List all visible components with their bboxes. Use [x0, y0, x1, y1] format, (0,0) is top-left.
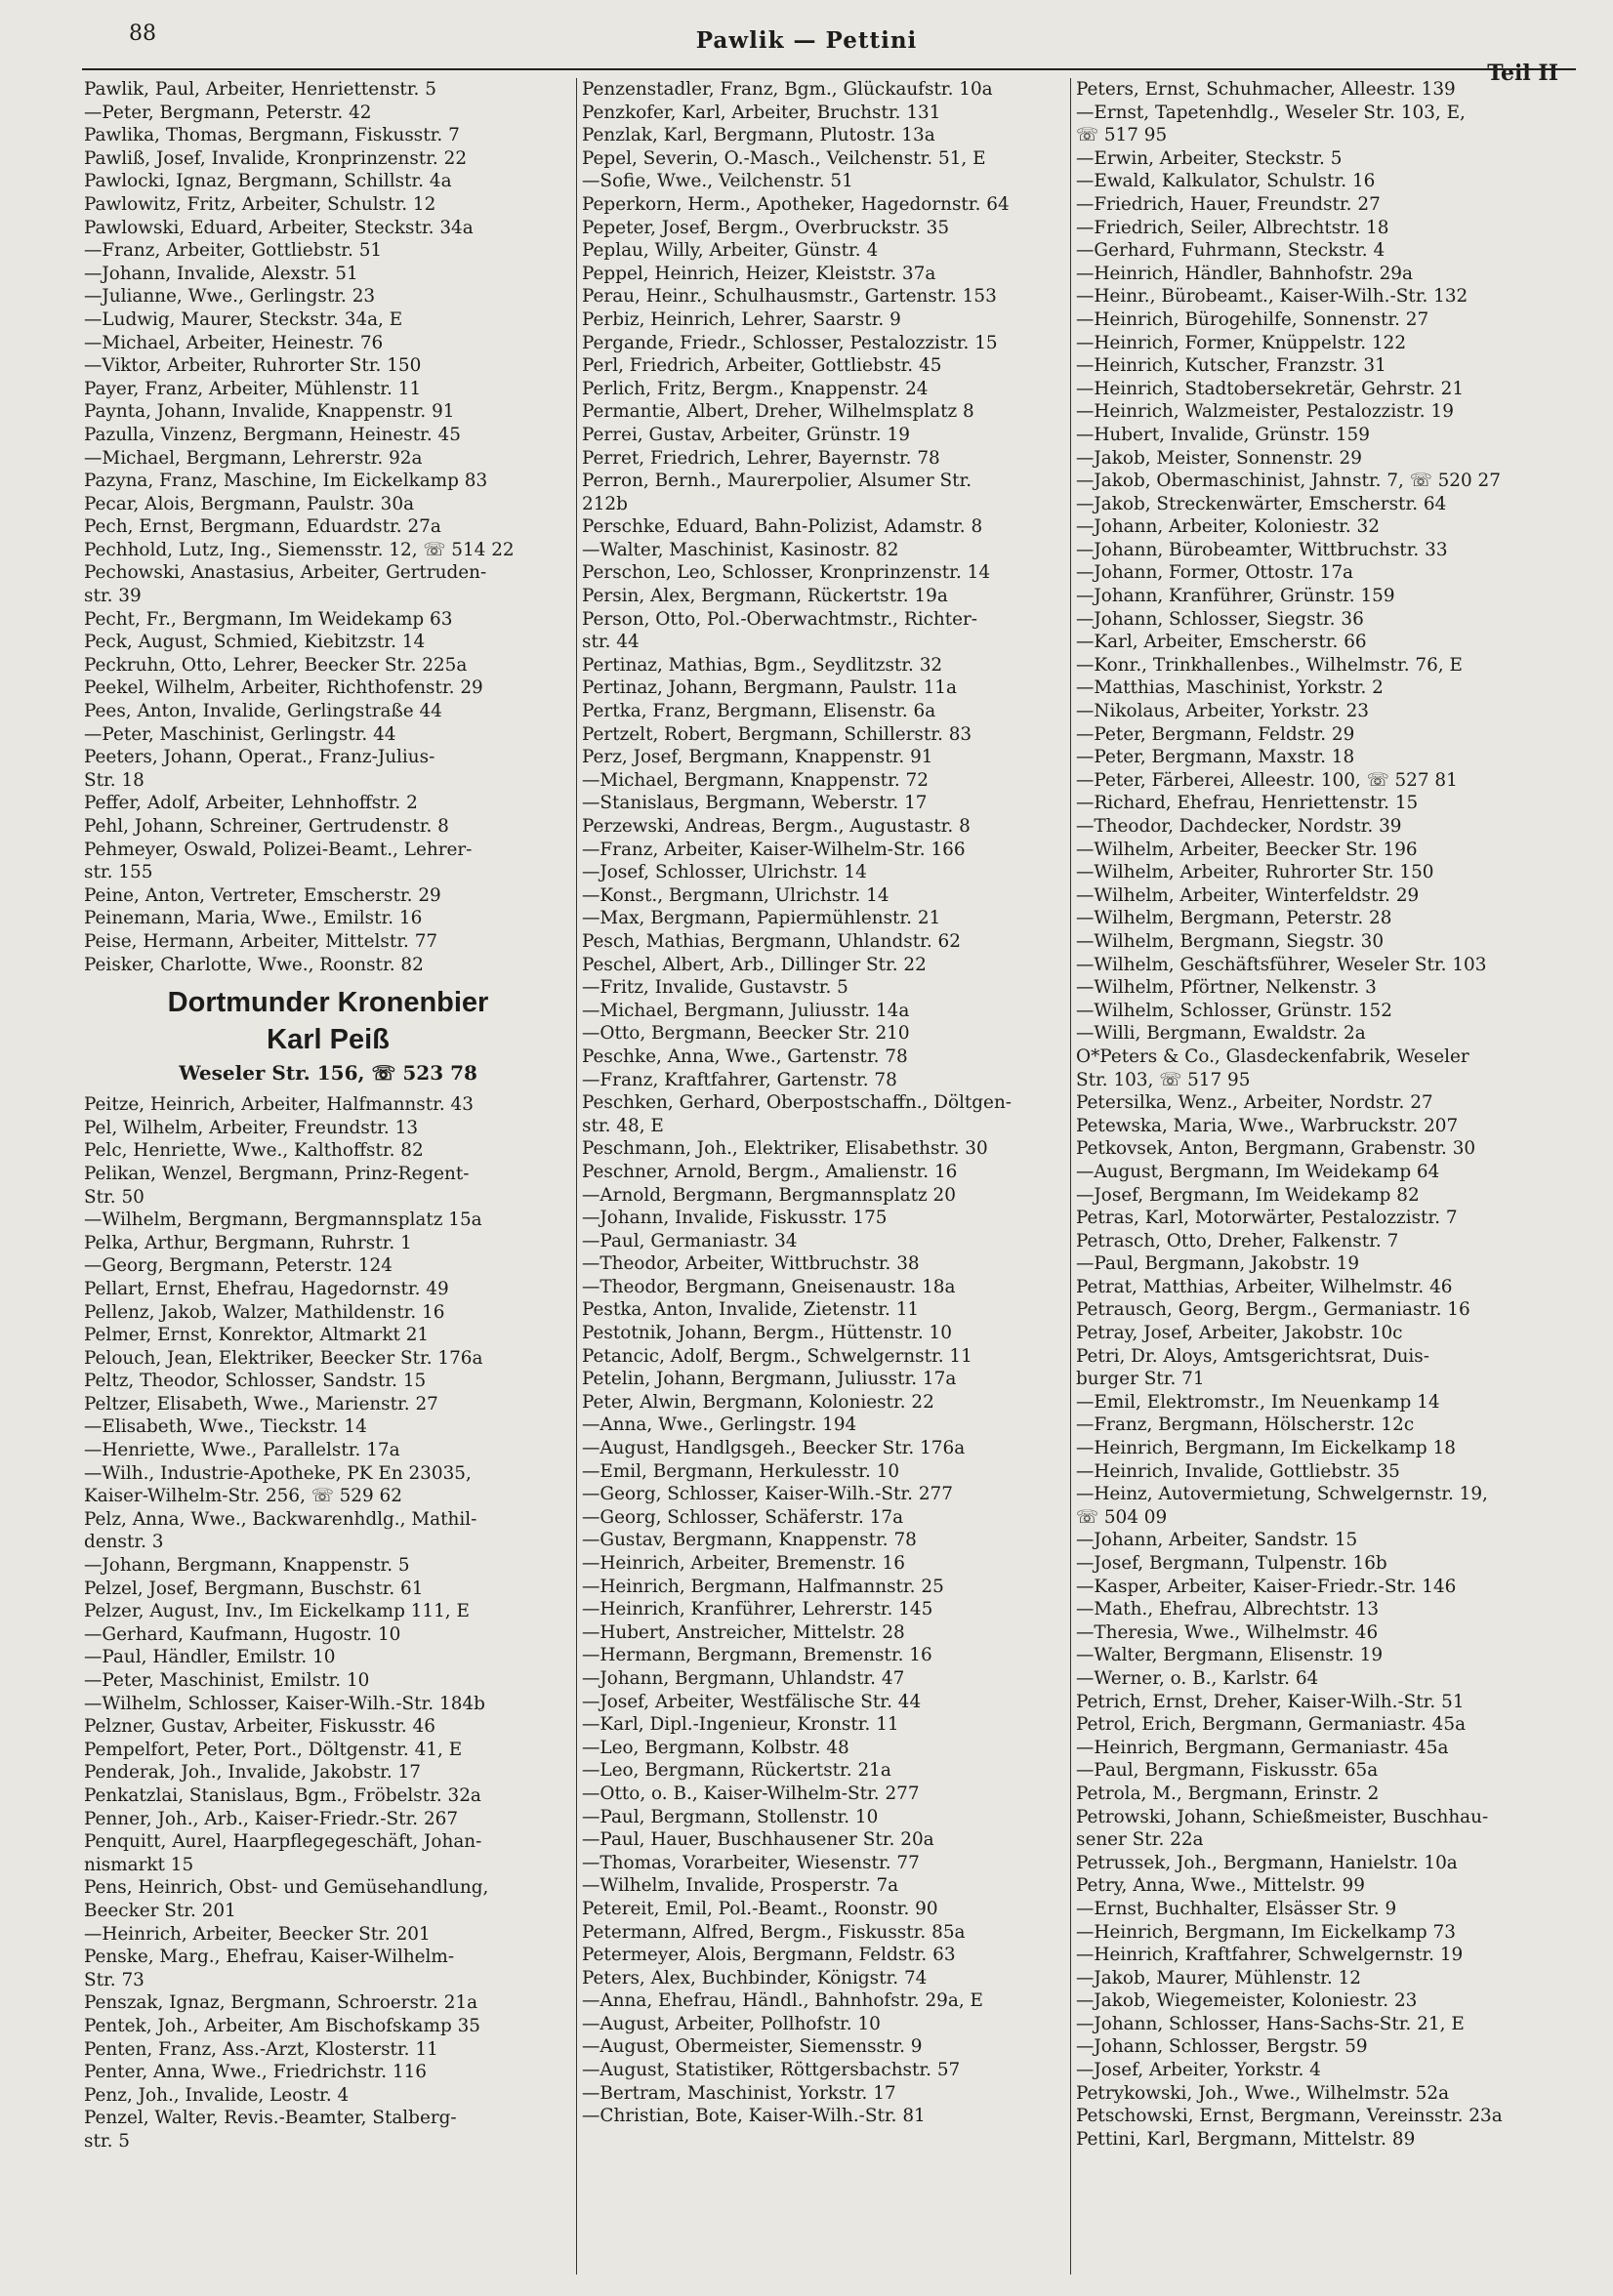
directory-entry: Penz, Joh., Invalide, Leostr. 4 — [84, 2084, 350, 2106]
directory-entry: Petermann, Alfred, Bergm., Fiskusstr. 85a — [582, 1921, 966, 1943]
directory-entry: Pelz, Anna, Wwe., Backwarenhdlg., Mathil- — [84, 1508, 477, 1530]
directory-entry: —August, Obermeister, Siemensstr. 9 — [582, 2036, 923, 2058]
directory-entry: —Heinrich, Stadtobersekretär, Gehrstr. 21 — [1076, 378, 1465, 399]
directory-entry: Perl, Friedrich, Arbeiter, Gottliebstr. 45 — [582, 355, 942, 377]
ad-address: Weseler Str. 156, ☏ 523 78 — [179, 1061, 477, 1086]
directory-entry: Pellenz, Jakob, Walzer, Mathildenstr. 16 — [84, 1301, 445, 1323]
directory-entry: Petancic, Adolf, Bergm., Schwelgernstr. 11 — [582, 1345, 972, 1367]
directory-entry: Petermeyer, Alois, Bergmann, Feldstr. 63 — [582, 1945, 956, 1966]
directory-entry: —Anna, Wwe., Gerlingstr. 194 — [582, 1414, 857, 1436]
directory-entry: Str. 103, ☏ 517 95 — [1076, 1069, 1251, 1090]
directory-entry: Paynta, Johann, Invalide, Knappenstr. 91 — [84, 401, 455, 423]
directory-entry: —Peter, Maschinist, Emilstr. 10 — [84, 1670, 370, 1691]
directory-entry: Petray, Josef, Arbeiter, Jakobstr. 10c — [1076, 1323, 1403, 1344]
directory-entry: —Heinrich, Bergmann, Germaniastr. 45a — [1076, 1737, 1449, 1758]
directory-entry: Str. 50 — [84, 1186, 145, 1208]
directory-entry: —Thomas, Vorarbeiter, Wiesenstr. 77 — [582, 1852, 920, 1873]
directory-entry: —Georg, Schlosser, Schäferstr. 17a — [582, 1506, 904, 1528]
directory-entry: —Ewald, Kalkulator, Schulstr. 16 — [1076, 171, 1376, 192]
directory-entry: —Kasper, Arbeiter, Kaiser-Friedr.-Str. 146 — [1076, 1576, 1457, 1597]
directory-entry: —Hubert, Invalide, Grünstr. 159 — [1076, 424, 1370, 445]
directory-entry: Peine, Anton, Vertreter, Emscherstr. 29 — [84, 884, 441, 906]
ad-brand: Dortmunder Kronenbier — [167, 987, 489, 1019]
directory-entry: —Emil, Elektromstr., Im Neuenkamp 14 — [1076, 1391, 1440, 1413]
directory-entry: —Paul, Hauer, Buschhausener Str. 20a — [582, 1829, 934, 1851]
directory-entry: —Heinrich, Kranführer, Lehrerstr. 145 — [582, 1599, 933, 1620]
directory-entry: —Johann, Bürobeamter, Wittbruchstr. 33 — [1076, 539, 1448, 560]
directory-entry: —Franz, Arbeiter, Kaiser-Wilhelm-Str. 166 — [582, 839, 966, 860]
directory-entry: —Arnold, Bergmann, Bergmannsplatz 20 — [582, 1184, 956, 1206]
directory-entry: Pech, Ernst, Bergmann, Eduardstr. 27a — [84, 516, 441, 538]
directory-entry: Penter, Anna, Wwe., Friedrichstr. 116 — [84, 2062, 428, 2083]
directory-entry: Peisker, Charlotte, Wwe., Roonstr. 82 — [84, 954, 424, 975]
directory-entry: Pawliß, Josef, Invalide, Kronprinzenstr. 22 — [84, 147, 468, 169]
directory-entry: —Leo, Bergmann, Rückertstr. 21a — [582, 1760, 891, 1782]
directory-entry: Peltzer, Elisabeth, Wwe., Marienstr. 27 — [84, 1393, 438, 1414]
directory-entry: —Johann, Schlosser, Hans-Sachs-Str. 21, E — [1076, 2013, 1465, 2034]
directory-entry: Petrowski, Johann, Schießmeister, Buschhau- — [1076, 1806, 1489, 1827]
directory-entry: —Johann, Bergmann, Knappenstr. 5 — [84, 1555, 410, 1577]
directory-entry: Pempelfort, Peter, Port., Döltgenstr. 41, E — [84, 1739, 463, 1760]
directory-entry: —Jakob, Maurer, Mühlenstr. 12 — [1076, 1967, 1362, 1988]
directory-entry: —Paul, Bergmann, Fiskusstr. 65a — [1076, 1760, 1379, 1782]
directory-entry: —Math., Ehefrau, Albrechtstr. 13 — [1076, 1599, 1380, 1620]
directory-entry: —Julianne, Wwe., Gerlingstr. 23 — [84, 286, 376, 308]
directory-entry: Penkatzlai, Stanislaus, Bgm., Fröbelstr. 32a — [84, 1784, 481, 1806]
directory-entry: —Friedrich, Seiler, Albrechtstr. 18 — [1076, 217, 1389, 238]
directory-entry: Perrei, Gustav, Arbeiter, Grünstr. 19 — [582, 424, 910, 445]
directory-entry: —Franz, Arbeiter, Gottliebstr. 51 — [84, 240, 383, 262]
directory-entry: —Hermann, Bergmann, Bremenstr. 16 — [582, 1645, 932, 1666]
directory-entry: —Peter, Färberei, Alleestr. 100, ☏ 527 81 — [1076, 769, 1458, 791]
directory-entry: —Johann, Arbeiter, Koloniestr. 32 — [1076, 516, 1380, 538]
directory-entry: —Elisabeth, Wwe., Tieckstr. 14 — [84, 1416, 367, 1438]
directory-entry: —Wilhelm, Arbeiter, Beecker Str. 196 — [1076, 839, 1418, 860]
directory-entry: —Richard, Ehefrau, Henriettenstr. 15 — [1076, 793, 1419, 814]
directory-entry: Pestotnik, Johann, Bergm., Hüttenstr. 10 — [582, 1323, 952, 1344]
directory-entry: Penten, Franz, Ass.-Arzt, Klosterstr. 11 — [84, 2038, 438, 2060]
directory-entry: —Wilhelm, Arbeiter, Ruhrorter Str. 150 — [1076, 862, 1434, 883]
directory-entry: —Willi, Bergmann, Ewaldstr. 2a — [1076, 1023, 1366, 1045]
directory-entry: Str. 73 — [84, 1969, 145, 1990]
directory-entry: —Heinrich, Händler, Bahnhofstr. 29a — [1076, 263, 1413, 284]
directory-entry: Peschner, Arnold, Bergm., Amalienstr. 16 — [582, 1161, 958, 1182]
directory-entry: —Heinrich, Kutscher, Franzstr. 31 — [1076, 355, 1386, 377]
directory-entry: —Josef, Schlosser, Ulrichstr. 14 — [582, 862, 867, 883]
directory-entry: Pestka, Anton, Invalide, Zietenstr. 11 — [582, 1299, 920, 1321]
directory-entry: Person, Otto, Pol.-Oberwachtmstr., Richter- — [582, 608, 978, 630]
directory-entry: —Otto, Bergmann, Beecker Str. 210 — [582, 1023, 910, 1045]
directory-entry: Pertinaz, Mathias, Bgm., Seydlitzstr. 32 — [582, 654, 943, 676]
directory-entry: —Bertram, Maschinist, Yorkstr. 17 — [582, 2082, 896, 2104]
directory-entry: —Heinrich, Arbeiter, Bremenstr. 16 — [582, 1553, 905, 1574]
directory-entry: —Johann, Arbeiter, Sandstr. 15 — [1076, 1530, 1358, 1551]
directory-entry: Petewska, Maria, Wwe., Warbruckstr. 207 — [1076, 1115, 1459, 1136]
directory-entry: Perschke, Eduard, Bahn-Polizist, Adamstr. 8 — [582, 516, 983, 538]
directory-entry: Peinemann, Maria, Wwe., Emilstr. 16 — [84, 908, 423, 929]
directory-entry: Pecht, Fr., Bergmann, Im Weidekamp 63 — [84, 608, 453, 630]
part-label: Teil II — [1487, 61, 1558, 86]
directory-entry: —Viktor, Arbeiter, Ruhrorter Str. 150 — [84, 355, 422, 377]
directory-entry: Pettini, Karl, Bergmann, Mittelstr. 89 — [1076, 2128, 1416, 2150]
directory-entry: ☏ 504 09 — [1076, 1506, 1168, 1528]
directory-entry: Peekel, Wilhelm, Arbeiter, Richthofenstr. 29 — [84, 677, 483, 699]
directory-entry: —Fritz, Invalide, Gustavstr. 5 — [582, 977, 848, 999]
directory-entry: Pechowski, Anastasius, Arbeiter, Gertruden- — [84, 562, 487, 584]
directory-entry: Permantie, Albert, Dreher, Wilhelmsplatz 8 — [582, 401, 974, 423]
directory-entry: —Josef, Arbeiter, Westfälische Str. 44 — [582, 1691, 922, 1712]
directory-entry: Pepel, Severin, O.-Masch., Veilchenstr. 51, E — [582, 147, 986, 169]
directory-entry: Petrola, M., Bergmann, Erinstr. 2 — [1076, 1783, 1380, 1804]
directory-entry: Petersilka, Wenz., Arbeiter, Nordstr. 27 — [1076, 1092, 1433, 1114]
directory-entry: ☏ 517 95 — [1076, 125, 1168, 146]
directory-entry: Petrasch, Otto, Dreher, Falkenstr. 7 — [1076, 1230, 1399, 1251]
directory-entry: Persin, Alex, Bergmann, Rückertstr. 19a — [582, 586, 948, 607]
directory-entry: Petry, Anna, Wwe., Mittelstr. 99 — [1076, 1875, 1365, 1897]
directory-entry: —Georg, Bergmann, Peterstr. 124 — [84, 1255, 393, 1277]
directory-entry: str. 155 — [84, 862, 153, 883]
directory-entry: Pelzer, August, Inv., Im Eickelkamp 111, E — [84, 1601, 470, 1622]
directory-entry: Peffer, Adolf, Arbeiter, Lehnhoffstr. 2 — [84, 793, 418, 814]
directory-entry: —Gerhard, Fuhrmann, Steckstr. 4 — [1076, 240, 1386, 262]
directory-entry: —Anna, Ehefrau, Händl., Bahnhofstr. 29a, E — [582, 1990, 983, 2012]
directory-entry: —Josef, Bergmann, Tulpenstr. 16b — [1076, 1553, 1387, 1574]
directory-entry: Peck, August, Schmied, Kiebitzstr. 14 — [84, 632, 426, 653]
directory-entry: —Otto, o. B., Kaiser-Wilhelm-Str. 277 — [582, 1783, 920, 1804]
directory-entry: —Franz, Kraftfahrer, Gartenstr. 78 — [582, 1069, 897, 1090]
directory-entry: —Paul, Bergmann, Stollenstr. 10 — [582, 1806, 879, 1827]
directory-entry: Pawlocki, Ignaz, Bergmann, Schillstr. 4a — [84, 171, 452, 192]
directory-entry: —August, Arbeiter, Pollhofstr. 10 — [582, 2013, 881, 2034]
directory-entry: Penske, Marg., Ehefrau, Kaiser-Wilhelm- — [84, 1947, 455, 1968]
directory-entry: Pawlik, Paul, Arbeiter, Henriettenstr. 5 — [84, 79, 436, 100]
directory-entry: Penzel, Walter, Revis.-Beamter, Stalberg- — [84, 2108, 457, 2129]
directory-entry: —Paul, Germaniastr. 34 — [582, 1230, 798, 1251]
directory-entry: —Wilhelm, Bergmann, Siegstr. 30 — [1076, 930, 1385, 952]
directory-entry: Penzenstadler, Franz, Bgm., Glückaufstr. 10a — [582, 79, 993, 100]
directory-entry: Petkovsek, Anton, Bergmann, Grabenstr. 30 — [1076, 1138, 1476, 1160]
directory-entry: —Michael, Bergmann, Juliusstr. 14a — [582, 1000, 910, 1021]
directory-entry: —Hubert, Anstreicher, Mittelstr. 28 — [582, 1621, 905, 1643]
directory-entry: —Christian, Bote, Kaiser-Wilh.-Str. 81 — [582, 2106, 926, 2127]
directory-entry: Petschowski, Ernst, Bergmann, Vereinsstr. 23a — [1076, 2106, 1503, 2127]
directory-entry: Pesch, Mathias, Bergmann, Uhlandstr. 62 — [582, 930, 961, 952]
directory-entry: —Friedrich, Hauer, Freundstr. 27 — [1076, 193, 1381, 215]
directory-entry: —Sofie, Wwe., Veilchenstr. 51 — [582, 171, 853, 192]
directory-entry: Penner, Joh., Arb., Kaiser-Friedr.-Str. 267 — [84, 1808, 459, 1829]
directory-entry: Pelka, Arthur, Bergmann, Ruhrstr. 1 — [84, 1232, 412, 1253]
directory-entry: —Wilhelm, Invalide, Prosperstr. 7a — [582, 1875, 899, 1897]
directory-entry: —Heinrich, Bergmann, Im Eickelkamp 73 — [1076, 1921, 1456, 1943]
directory-entry: —Ludwig, Maurer, Steckstr. 34a, E — [84, 308, 403, 330]
directory-entry: Peters, Alex, Buchbinder, Königstr. 74 — [582, 1967, 928, 1988]
directory-entry: —Wilhelm, Schlosser, Kaiser-Wilh.-Str. 184b — [84, 1693, 485, 1714]
directory-entry: str. 44 — [582, 632, 640, 653]
directory-entry: Pentek, Joh., Arbeiter, Am Bischofskamp 35 — [84, 2015, 480, 2036]
directory-entry: —Leo, Bergmann, Kolbstr. 48 — [582, 1737, 849, 1758]
directory-entry: Peperkorn, Herm., Apotheker, Hagedornstr. 64 — [582, 193, 1010, 215]
directory-entry: Perzewski, Andreas, Bergm., Augustastr. 8 — [582, 816, 971, 837]
directory-entry: —Ernst, Buchhalter, Elsässer Str. 9 — [1076, 1898, 1397, 1919]
directory-entry: Pelmer, Ernst, Konrektor, Altmarkt 21 — [84, 1325, 430, 1346]
directory-entry: Petrykowski, Joh., Wwe., Wilhelmstr. 52a — [1076, 2082, 1450, 2104]
directory-entry: —Wilh., Industrie-Apotheke, PK En 23035, — [84, 1462, 472, 1484]
directory-entry: Petrussek, Joh., Bergmann, Hanielstr. 10a — [1076, 1852, 1458, 1873]
advertisement — [84, 976, 572, 1093]
directory-entry: —Karl, Arbeiter, Emscherstr. 66 — [1076, 632, 1367, 653]
directory-entry: Peschmann, Joh., Elektriker, Elisabethstr. 30 — [582, 1138, 988, 1160]
directory-entry: Perron, Bernh., Maurerpolier, Alsumer Str. — [582, 471, 972, 492]
directory-entry: —Theresia, Wwe., Wilhelmstr. 46 — [1076, 1621, 1379, 1643]
directory-entry: str. 39 — [84, 586, 142, 607]
directory-entry: Pelouch, Jean, Elektriker, Beecker Str. 176a — [84, 1347, 483, 1369]
directory-entry: —Johann, Schlosser, Siegstr. 36 — [1076, 608, 1364, 630]
directory-entry: —Wilhelm, Schlosser, Grünstr. 152 — [1076, 1000, 1392, 1021]
directory-entry: Penzkofer, Karl, Arbeiter, Bruchstr. 131 — [582, 102, 941, 123]
directory-entry: Penzlak, Karl, Bergmann, Plutostr. 13a — [582, 125, 935, 146]
directory-entry: —Jakob, Meister, Sonnenstr. 29 — [1076, 447, 1362, 469]
directory-entry: —Werner, o. B., Karlstr. 64 — [1076, 1667, 1319, 1689]
directory-entry: —Franz, Bergmann, Hölscherstr. 12c — [1076, 1414, 1415, 1436]
directory-entry: Pehmeyer, Oswald, Polizei-Beamt., Lehrer- — [84, 839, 473, 860]
directory-entry: —Josef, Bergmann, Im Weidekamp 82 — [1076, 1184, 1420, 1206]
directory-entry: Pechhold, Lutz, Ing., Siemensstr. 12, ☏ 514 22 — [84, 539, 515, 560]
directory-entry: Penquitt, Aurel, Haarpflegegeschäft, Johan- — [84, 1831, 482, 1853]
directory-entry: Peise, Hermann, Arbeiter, Mittelstr. 77 — [84, 930, 438, 952]
directory-entry: Pertka, Franz, Bergmann, Elisenstr. 6a — [582, 701, 936, 722]
directory-entry: Kaiser-Wilhelm-Str. 256, ☏ 529 62 — [84, 1486, 402, 1507]
directory-entry: denstr. 3 — [84, 1532, 164, 1553]
directory-entry: —August, Handlgsgeh., Beecker Str. 176a — [582, 1438, 966, 1459]
directory-entry: —August, Bergmann, Im Weidekamp 64 — [1076, 1161, 1440, 1182]
directory-entry: O*Peters & Co., Glasdeckenfabrik, Weseler — [1076, 1046, 1469, 1067]
directory-entry: Pertinaz, Johann, Bergmann, Paulstr. 11a — [582, 677, 957, 699]
directory-entry: —Michael, Arbeiter, Heinestr. 76 — [84, 332, 384, 353]
directory-entry: —Wilhelm, Pförtner, Nelkenstr. 3 — [1076, 977, 1377, 999]
directory-entry: —Johann, Kranführer, Grünstr. 159 — [1076, 586, 1395, 607]
column-divider — [576, 78, 577, 2275]
directory-entry: —Wilhelm, Geschäftsführer, Weseler Str. 103 — [1076, 954, 1487, 975]
directory-entry: —Henriette, Wwe., Parallelstr. 17a — [84, 1440, 400, 1461]
directory-entry: Petelin, Johann, Bergmann, Juliusstr. 17a — [582, 1369, 957, 1390]
directory-entry: Petrich, Ernst, Dreher, Kaiser-Wilh.-Str. 51 — [1076, 1691, 1465, 1712]
directory-entry: Petras, Karl, Motorwärter, Pestalozzistr. 7 — [1076, 1208, 1458, 1229]
directory-entry: Peppel, Heinrich, Heizer, Kleiststr. 37a — [582, 263, 936, 284]
directory-entry: str. 48, E — [582, 1115, 664, 1136]
directory-entry: —Michael, Bergmann, Lehrerstr. 92a — [84, 447, 423, 469]
directory-entry: —Johann, Schlosser, Bergstr. 59 — [1076, 2036, 1368, 2058]
directory-entry: —Paul, Händler, Emilstr. 10 — [84, 1647, 336, 1668]
directory-entry: Peschke, Anna, Wwe., Gartenstr. 78 — [582, 1046, 908, 1067]
directory-entry: Petrol, Erich, Bergmann, Germaniastr. 45a — [1076, 1714, 1467, 1736]
directory-entry: Pecar, Alois, Bergmann, Paulstr. 30a — [84, 493, 415, 514]
directory-entry: Pel, Wilhelm, Arbeiter, Freundstr. 13 — [84, 1117, 419, 1138]
column-2 — [582, 78, 1070, 2128]
directory-entry: —Jakob, Wiegemeister, Koloniestr. 23 — [1076, 1990, 1418, 2012]
directory-entry: Beecker Str. 201 — [84, 1900, 236, 1921]
directory-entry: nismarkt 15 — [84, 1854, 194, 1875]
directory-entry: —Karl, Dipl.-Ingenieur, Kronstr. 11 — [582, 1714, 899, 1736]
directory-entry: —Heinrich, Bergmann, Im Eickelkamp 18 — [1076, 1438, 1456, 1459]
directory-entry: —Johann, Invalide, Alexstr. 51 — [84, 263, 358, 284]
directory-entry: —Gustav, Bergmann, Knappenstr. 78 — [582, 1530, 917, 1551]
directory-entry: —Peter, Bergmann, Feldstr. 29 — [1076, 723, 1355, 745]
directory-entry: sener Str. 22a — [1076, 1829, 1204, 1851]
page-number: 88 — [129, 21, 156, 46]
directory-entry: Perret, Friedrich, Lehrer, Bayernstr. 78 — [582, 447, 940, 469]
directory-entry: —Erwin, Arbeiter, Steckstr. 5 — [1076, 147, 1343, 169]
directory-entry: 212b — [582, 493, 628, 514]
directory-entry: Peeters, Johann, Operat., Franz-Julius- — [84, 747, 435, 768]
directory-entry: —Heinrich, Walzmeister, Pestalozzistr. 19 — [1076, 401, 1454, 423]
directory-entry: —Peter, Bergmann, Maxstr. 18 — [1076, 747, 1355, 768]
directory-entry: Penszak, Ignaz, Bergmann, Schroerstr. 21a — [84, 1992, 478, 2014]
directory-entry: Pazulla, Vinzenz, Bergmann, Heinestr. 45 — [84, 424, 461, 445]
directory-entry: —Peter, Maschinist, Gerlingstr. 44 — [84, 723, 396, 745]
directory-entry: —Wilhelm, Bergmann, Bergmannsplatz 15a — [84, 1210, 482, 1231]
page-title: Pawlik — Pettini — [695, 27, 918, 54]
directory-entry: Peters, Ernst, Schuhmacher, Alleestr. 139 — [1076, 79, 1456, 100]
directory-entry: —Konst., Bergmann, Ulrichstr. 14 — [582, 884, 889, 906]
directory-entry: Pelzel, Josef, Bergmann, Buschstr. 61 — [84, 1578, 424, 1599]
directory-entry: Pelzner, Gustav, Arbeiter, Fiskusstr. 46 — [84, 1716, 435, 1738]
directory-entry: Peschken, Gerhard, Oberpostschaffn., Döltgen- — [582, 1092, 1013, 1114]
directory-entry: Penderak, Joh., Invalide, Jakobstr. 17 — [84, 1762, 421, 1784]
directory-entry: —Heinrich, Bergmann, Halfmannstr. 25 — [582, 1576, 944, 1597]
directory-entry: —Gerhard, Kaufmann, Hugostr. 10 — [84, 1623, 401, 1645]
directory-entry: —Konr., Trinkhallenbes., Wilhelmstr. 76, E — [1076, 654, 1463, 676]
directory-entry: —Johann, Invalide, Fiskusstr. 175 — [582, 1208, 888, 1229]
directory-entry: Peter, Alwin, Bergmann, Koloniestr. 22 — [582, 1391, 934, 1413]
directory-entry: —Georg, Schlosser, Kaiser-Wilh.-Str. 277 — [582, 1484, 953, 1505]
directory-entry: —Heinrich, Former, Knüppelstr. 122 — [1076, 332, 1407, 353]
directory-entry: Pawlowitz, Fritz, Arbeiter, Schulstr. 12 — [84, 193, 436, 215]
column-1 — [84, 78, 572, 2152]
directory-entry: Pawlowski, Eduard, Arbeiter, Steckstr. 34a — [84, 217, 474, 238]
directory-entry: —Heinrich, Invalide, Gottliebstr. 35 — [1076, 1460, 1400, 1482]
directory-entry: Pellart, Ernst, Ehefrau, Hagedornstr. 49 — [84, 1278, 449, 1299]
directory-entry: Pawlika, Thomas, Bergmann, Fiskusstr. 7 — [84, 125, 460, 146]
directory-entry: Perschon, Leo, Schlosser, Kronprinzenstr. 14 — [582, 562, 991, 584]
directory-entry: Pazyna, Franz, Maschine, Im Eickelkamp 83 — [84, 471, 488, 492]
directory-entry: Peltz, Theodor, Schlosser, Sandstr. 15 — [84, 1371, 427, 1392]
directory-entry: —Peter, Bergmann, Peterstr. 42 — [84, 102, 372, 123]
directory-entry: Peitze, Heinrich, Arbeiter, Halfmannstr. 43 — [84, 1094, 474, 1116]
directory-entry: —Johann, Bergmann, Uhlandstr. 47 — [582, 1667, 905, 1689]
directory-entry: Pelc, Henriette, Wwe., Kalthoffstr. 82 — [84, 1140, 424, 1162]
directory-entry: Pergande, Friedr., Schlosser, Pestalozzistr. 15 — [582, 332, 998, 353]
directory-entry: burger Str. 71 — [1076, 1369, 1205, 1390]
directory-entry: Perlich, Fritz, Bergm., Knappenstr. 24 — [582, 378, 929, 399]
directory-entry: Perau, Heinr., Schulhausmstr., Gartenstr. 153 — [582, 286, 997, 308]
directory-entry: —Heinrich, Arbeiter, Beecker Str. 201 — [84, 1923, 431, 1945]
directory-entry: —Stanislaus, Bergmann, Weberstr. 17 — [582, 793, 928, 814]
directory-entry: Petrausch, Georg, Bergm., Germaniastr. 16 — [1076, 1299, 1470, 1321]
directory-entry: —Paul, Bergmann, Jakobstr. 19 — [1076, 1253, 1360, 1275]
directory-entry: Pepeter, Josef, Bergm., Overbruckstr. 35 — [582, 217, 950, 238]
directory-entry: str. 5 — [84, 2130, 130, 2152]
directory-entry: Peschel, Albert, Arb., Dillinger Str. 22 — [582, 954, 927, 975]
directory-entry: —Emil, Bergmann, Herkulesstr. 10 — [582, 1460, 900, 1482]
directory-entry: Pehl, Johann, Schreiner, Gertrudenstr. 8 — [84, 816, 449, 837]
directory-entry: Pens, Heinrich, Obst- und Gemüsehandlung, — [84, 1877, 489, 1899]
directory-entry: —Jakob, Streckenwärter, Emscherstr. 64 — [1076, 493, 1447, 514]
directory-entry: Payer, Franz, Arbeiter, Mühlenstr. 11 — [84, 378, 422, 399]
ad-owner: Karl Peiß — [267, 1024, 390, 1056]
directory-entry: —Jakob, Obermaschinist, Jahnstr. 7, ☏ 520 27 — [1076, 471, 1501, 492]
directory-entry: —Nikolaus, Arbeiter, Yorkstr. 23 — [1076, 701, 1369, 722]
column-divider — [1070, 78, 1071, 2275]
directory-entry: —Wilhelm, Bergmann, Peterstr. 28 — [1076, 908, 1392, 929]
directory-entry: Perbiz, Heinrich, Lehrer, Saarstr. 9 — [582, 308, 901, 330]
directory-entry: —Theodor, Dachdecker, Nordstr. 39 — [1076, 816, 1402, 837]
directory-entry: Peplau, Willy, Arbeiter, Günstr. 4 — [582, 240, 879, 262]
directory-entry: —Max, Bergmann, Papiermühlenstr. 21 — [582, 908, 941, 929]
directory-entry: Str. 18 — [84, 769, 145, 791]
directory-entry: —Matthias, Maschinist, Yorkstr. 2 — [1076, 677, 1384, 699]
directory-entry: —Walter, Maschinist, Kasinostr. 82 — [582, 539, 899, 560]
directory-entry: Pees, Anton, Invalide, Gerlingstraße 44 — [84, 701, 442, 722]
directory-entry: —Heinrich, Bürogehilfe, Sonnenstr. 27 — [1076, 308, 1429, 330]
header-rule — [82, 68, 1576, 70]
directory-entry: Pertzelt, Robert, Bergmann, Schillerstr. 83 — [582, 723, 972, 745]
directory-entry: Pelikan, Wenzel, Bergmann, Prinz-Regent- — [84, 1163, 470, 1184]
directory-entry: —Walter, Bergmann, Elisenstr. 19 — [1076, 1645, 1384, 1666]
directory-entry: —Theodor, Bergmann, Gneisenaustr. 18a — [582, 1276, 956, 1297]
directory-entry: —Heinz, Autovermietung, Schwelgernstr. 19, — [1076, 1484, 1488, 1505]
directory-entry: —Josef, Arbeiter, Yorkstr. 4 — [1076, 2060, 1321, 2081]
directory-entry: —Theodor, Arbeiter, Wittbruchstr. 38 — [582, 1253, 920, 1275]
directory-entry: —Ernst, Tapetenhdlg., Weseler Str. 103, E, — [1076, 102, 1466, 123]
directory-entry: —Heinr., Bürobeamt., Kaiser-Wilh.-Str. 132 — [1076, 286, 1468, 308]
directory-entry: Perz, Josef, Bergmann, Knappenstr. 91 — [582, 747, 933, 768]
directory-entry: —Michael, Bergmann, Knappenstr. 72 — [582, 769, 929, 791]
directory-entry: Peckruhn, Otto, Lehrer, Beecker Str. 225a — [84, 654, 468, 676]
directory-entry: —Heinrich, Kraftfahrer, Schwelgernstr. 19 — [1076, 1945, 1464, 1966]
directory-entry: —Wilhelm, Arbeiter, Winterfeldstr. 29 — [1076, 884, 1420, 906]
column-3 — [1076, 78, 1564, 2151]
directory-entry: Petereit, Emil, Pol.-Beamt., Roonstr. 90 — [582, 1898, 938, 1919]
directory-entry: Petri, Dr. Aloys, Amtsgerichtsrat, Duis- — [1076, 1345, 1429, 1367]
directory-entry: —Johann, Former, Ottostr. 17a — [1076, 562, 1354, 584]
directory-entry: Petrat, Matthias, Arbeiter, Wilhelmstr. 46 — [1076, 1276, 1453, 1297]
directory-entry: —August, Statistiker, Röttgersbachstr. 57 — [582, 2060, 961, 2081]
